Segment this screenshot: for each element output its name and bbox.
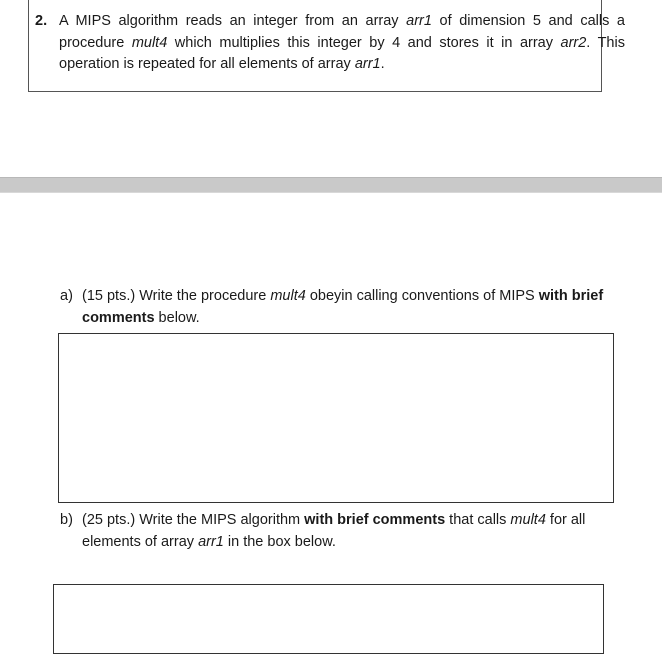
part-a-text [82, 286, 630, 329]
part-a-text-1: (15 pts.) Write the procedure [82, 288, 271, 304]
part-b-text-2: that calls [445, 512, 511, 528]
part-a-bold: with brief comments [82, 288, 604, 326]
part-a [60, 286, 630, 329]
q2-arr2: arr2 [560, 34, 587, 51]
q2-arr1: arr1 [406, 13, 432, 29]
part-a-text-3: below. [154, 309, 200, 326]
page-break-gap [0, 177, 662, 193]
part-b-bold: with brief comments [304, 512, 446, 528]
answer-box-b[interactable] [53, 584, 604, 654]
answer-box-a[interactable] [58, 333, 614, 503]
q2-text-2: of dimension 5 and calls a procedure [59, 13, 625, 51]
part-b-arr1: arr1 [198, 533, 224, 550]
q2-arr1-second: arr1 [354, 56, 381, 72]
q2-text-4: . This operation is repeated for all elements of array [59, 34, 625, 72]
part-b [60, 510, 630, 553]
q2-mult4: mult4 [131, 34, 168, 51]
part-a-mult4: mult4 [270, 288, 306, 304]
question-number: 2. [35, 13, 48, 29]
q2-text-1: A MIPS algorithm reads an integer from an array [59, 13, 407, 29]
part-b-label: b) [60, 512, 73, 528]
part-b-text-1: (25 pts.) Write the MIPS algorithm [82, 512, 305, 528]
question-2 [35, 11, 625, 76]
part-b-text-3: for all elements of array [82, 512, 586, 550]
q2-text-3: which multiplies this integer by 4 and stores it in array [167, 34, 561, 51]
part-a-text-2: obeyin calling conventions of MIPS [305, 288, 539, 304]
part-b-text-4: in the box below. [223, 533, 336, 550]
q2-text-5: . [380, 56, 385, 72]
question-2-text [59, 11, 625, 76]
part-a-label: a) [60, 288, 73, 304]
part-b-text [82, 510, 630, 553]
part-b-mult4: mult4 [510, 512, 546, 528]
